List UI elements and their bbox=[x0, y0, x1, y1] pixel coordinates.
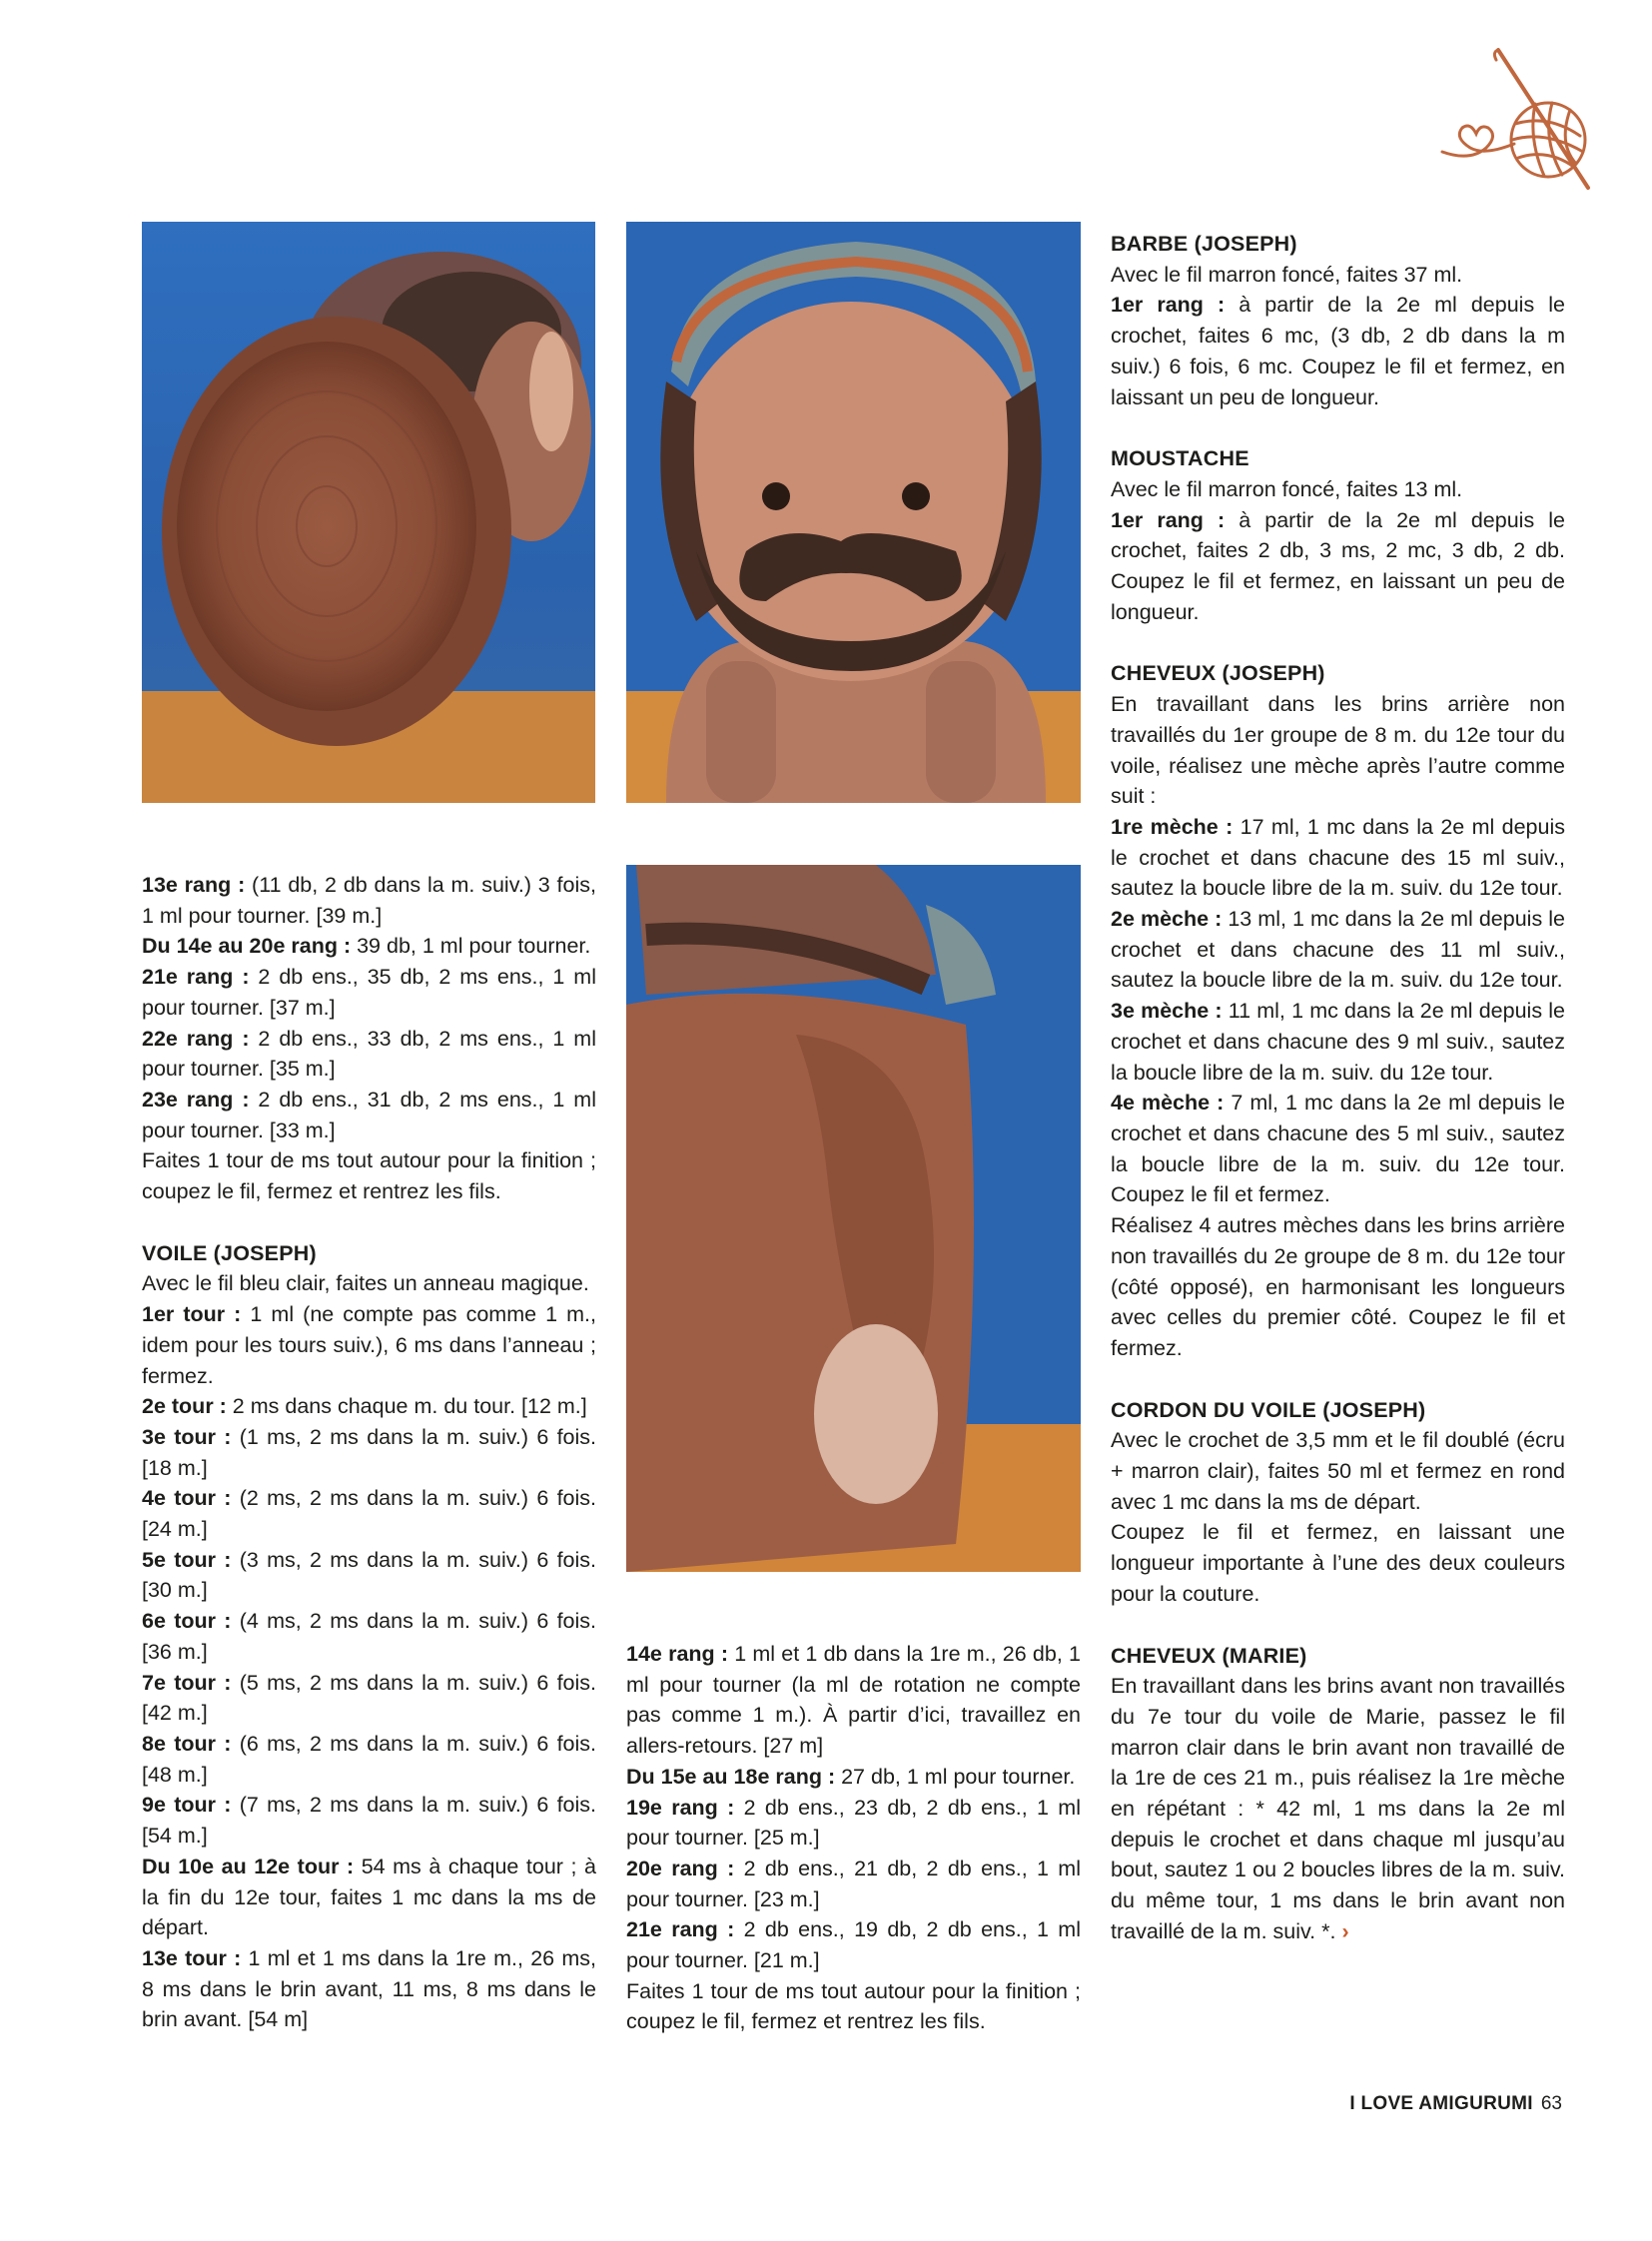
meche-3: 3e mèche : 11 ml, 1 mc dans la 2e ml depuis le crochet et dans chacune des 9 ml suiv., sautez la boucle libre de la m. suiv. du 12e tour. bbox=[1111, 999, 1565, 1085]
section-title-voile: VOILE (JOSEPH) bbox=[142, 1240, 317, 1265]
row-21: 21e rang : 2 db ens., 35 db, 2 ms ens., 1 ml pour tourner. [37 m.] bbox=[142, 965, 596, 1020]
amigurumi-base-photo-icon bbox=[142, 222, 595, 803]
amigurumi-body-photo bbox=[626, 865, 1081, 1572]
instructions-column-1 bbox=[142, 870, 596, 2035]
cheveux-marie-text: En travaillant dans les brins avant non travaillés du 7e tour du voile de Marie, passez le fil marron clair dans le brin avant non travaillé de la 1re de ces 21 m., puis réalisez la 1re mèche en répétant : * 42 ml, 1 ms dans la 2e ml depuis le crochet et dans chaque ml jusqu’au bout, sautez 1 ou 2 boucles libres de la m. suiv. du même tour, 1 ms dans le brin avant non travaillé de la m. suiv. *. › bbox=[1111, 1674, 1565, 1943]
row-20: 20e rang : 2 db ens., 21 db, 2 db ens., 1 ml pour tourner. [23 m.] bbox=[626, 1856, 1081, 1911]
amigurumi-joseph-face-photo bbox=[626, 222, 1081, 803]
section-title-moustache: MOUSTACHE bbox=[1111, 446, 1249, 471]
row-15-18: Du 15e au 18e rang : 27 db, 1 ml pour tourner. bbox=[626, 1764, 1076, 1789]
row-13: 13e rang : (11 db, 2 db dans la m. suiv.) 3 fois, 1 ml pour tourner. [39 m.] bbox=[142, 873, 596, 928]
cheveux-joseph-intro: En travaillant dans les brins arrière non travaillés du 1er groupe de 8 m. du 12e tour du voile, réalisez une mèche après l’autre comme suit : bbox=[1111, 692, 1565, 809]
page-footer bbox=[1349, 2093, 1562, 2115]
row-22: 22e rang : 2 db ens., 33 db, 2 ms ens., 1 ml pour tourner. [35 m.] bbox=[142, 1026, 596, 1082]
meche-2: 2e mèche : 13 ml, 1 mc dans la 2e ml depuis le crochet et dans chacune des 11 ml suiv., sautez la boucle libre de la m. suiv. du 12e tour. bbox=[1111, 907, 1565, 993]
cordon-text: Avec le crochet de 3,5 mm et le fil doublé (écru + marron clair), faites 50 ml et fermez en rond avec 1 mc dans la ms de départ. bbox=[1111, 1428, 1565, 1514]
meche-1: 1re mèche : 17 ml, 1 mc dans la 2e ml depuis le crochet et dans chacune des 15 ml suiv., sautez la boucle libre de la m. suiv. du 12e tour. bbox=[1111, 814, 1565, 901]
continue-arrow-icon: › bbox=[1341, 1918, 1349, 1943]
tour-9: 9e tour : (7 ms, 2 ms dans la m. suiv.) 6 fois. [54 m.] bbox=[142, 1793, 596, 1849]
row-14-20: Du 14e au 20e rang : 39 db, 1 ml pour tourner. bbox=[142, 934, 591, 959]
moustache-intro: Avec le fil marron foncé, faites 13 ml. bbox=[1111, 476, 1463, 501]
tour-7: 7e tour : (5 ms, 2 ms dans la m. suiv.) 6 fois. [42 m.] bbox=[142, 1670, 596, 1726]
section-title-cordon: CORDON DU VOILE (JOSEPH) bbox=[1111, 1397, 1426, 1422]
tour-3: 3e tour : (1 ms, 2 ms dans la m. suiv.) 6 fois. [18 m.] bbox=[142, 1424, 596, 1480]
row-14: 14e rang : 1 ml et 1 db dans la 1re m., 26 db, 1 ml pour tourner (la ml de rotation ne compte pas comme 1 m.). À partir d’ici, travaillez en allers-retours. [27 m] bbox=[626, 1642, 1081, 1759]
finish-paragraph: Faites 1 tour de ms tout autour pour la finition ; coupez le fil, fermez et rentrez les fils. bbox=[626, 1978, 1081, 2034]
finish-paragraph: Faites 1 tour de ms tout autour pour la finition ; coupez le fil, fermez et rentrez les fils. bbox=[142, 1148, 596, 1204]
row-23: 23e rang : 2 db ens., 31 db, 2 ms ens., 1 ml pour tourner. [33 m.] bbox=[142, 1087, 596, 1142]
magazine-name: I LOVE AMIGURUMI bbox=[1349, 2093, 1533, 2114]
tour-13: 13e tour : 1 ml et 1 ms dans la 1re m., 26 ms, 8 ms dans le brin avant, 11 ms, 8 ms dans le brin avant. [54 m] bbox=[142, 1945, 596, 2032]
voile-intro: Avec le fil bleu clair, faites un anneau magique. bbox=[142, 1271, 589, 1296]
instructions-column-2 bbox=[626, 1639, 1081, 2037]
tour-8: 8e tour : (6 ms, 2 ms dans la m. suiv.) 6 fois. [48 m.] bbox=[142, 1731, 596, 1787]
barbe-row-1: 1er rang : à partir de la 2e ml depuis le crochet, faites 6 mc, (3 db, 2 db dans la m suiv.) 6 fois, 6 mc. Coupez le fil et fermez, en laissant un peu de longueur. bbox=[1111, 293, 1565, 409]
tour-10-12: Du 10e au 12e tour : 54 ms à chaque tour ; à la fin du 12e tour, faites 1 mc dans la ms de départ. bbox=[142, 1854, 596, 1940]
amigurumi-base-photo bbox=[142, 222, 595, 803]
yarn-ball-logo-icon bbox=[1440, 44, 1618, 194]
meches-autres: Réalisez 4 autres mèches dans les brins arrière non travaillés du 2e groupe de 8 m. du 12e tour (côté opposé), en harmonisant les longueurs avec celles du premier côté. Coupez le fil et fermez. bbox=[1111, 1213, 1565, 1360]
tour-4: 4e tour : (2 ms, 2 ms dans la m. suiv.) 6 fois. [24 m.] bbox=[142, 1486, 596, 1542]
cordon-text-2: Coupez le fil et fermez, en laissant une longueur importante à l’une des deux couleurs pour la couture. bbox=[1111, 1520, 1565, 1606]
amigurumi-joseph-face-photo-icon bbox=[626, 222, 1081, 803]
tour-1: 1er tour : 1 ml (ne compte pas comme 1 m., idem pour les tours suiv.), 6 ms dans l’anneau ; fermez. bbox=[142, 1302, 596, 1388]
tour-2: 2e tour : 2 ms dans chaque m. du tour. [12 m.] bbox=[142, 1394, 587, 1419]
barbe-intro: Avec le fil marron foncé, faites 37 ml. bbox=[1111, 262, 1463, 287]
row-19: 19e rang : 2 db ens., 23 db, 2 db ens., 1 ml pour tourner. [25 m.] bbox=[626, 1795, 1081, 1851]
section-title-barbe: BARBE (JOSEPH) bbox=[1111, 232, 1297, 256]
moustache-row-1: 1er rang : à partir de la 2e ml depuis le crochet, faites 2 db, 3 ms, 2 mc, 3 db, 2 db. Coupez le fil et fermez, en laissant un peu de longueur. bbox=[1111, 507, 1565, 624]
row-21: 21e rang : 2 db ens., 19 db, 2 db ens., 1 ml pour tourner. [21 m.] bbox=[626, 1917, 1081, 1973]
page-number: 63 bbox=[1540, 2093, 1562, 2114]
meche-4: 4e mèche : 7 ml, 1 mc dans la 2e ml depuis le crochet et dans chacune des 5 ml suiv., sautez la boucle libre de la m. suiv. du 12e tour. Coupez le fil et fermez. bbox=[1111, 1091, 1565, 1207]
instructions-column-3 bbox=[1111, 229, 1565, 1947]
section-title-cheveux-marie: CHEVEUX (MARIE) bbox=[1111, 1643, 1307, 1668]
section-title-cheveux-joseph: CHEVEUX (JOSEPH) bbox=[1111, 661, 1325, 686]
tour-6: 6e tour : (4 ms, 2 ms dans la m. suiv.) 6 fois. [36 m.] bbox=[142, 1609, 596, 1664]
tour-5: 5e tour : (3 ms, 2 ms dans la m. suiv.) 6 fois. [30 m.] bbox=[142, 1547, 596, 1603]
amigurumi-body-photo-icon bbox=[626, 865, 1081, 1572]
